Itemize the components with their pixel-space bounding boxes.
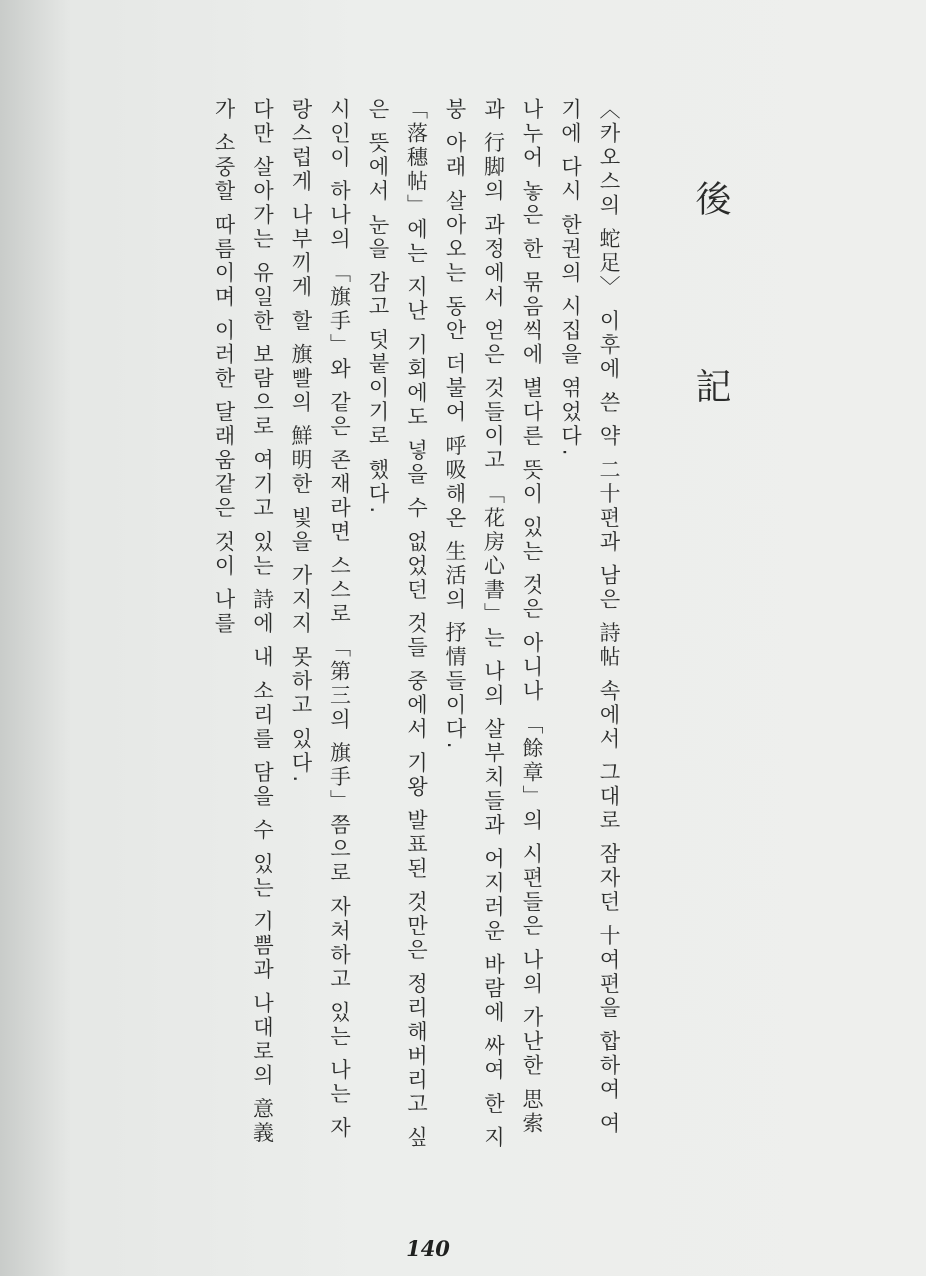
- paragraph-4: 시인이 하나의 「旗手」와 같은 존재라면 스스로 「第三의 旗手」쯤으로 자처하고 있는 나는 자랑스럽게 나부끼게 할 旗빨의 鮮明한 빛을 가지지 못하고 있다.: [289, 98, 352, 1141]
- binding-shadow: [0, 0, 70, 1276]
- page-number: 140: [406, 1236, 450, 1261]
- paragraph-2: 나누어 놓은 한 묶음씩에 별다른 뜻이 있는 것은 아니나 「餘章」의 시편들은 나의 가난한 思索과 行脚의 과정에서 얻은 것들이고 「花房心書」는 나의 살부치들과 어지러운 바람에 싸여 한 지붕 아래 살아오는 동안 더불어 呼吸해온 生活의 抒情들이다.: [443, 98, 544, 1151]
- paragraph-3: 「落穗帖」에는 지난 기회에도 넣을 수 없었던 것들 중에서 기왕 발표된 것만은 정리해버리고 싶은 뜻에서 눈을 감고 덧붙이기로 했다.: [366, 98, 429, 1151]
- paragraph-1: 〈카오스의 蛇足〉 이후에 쓴 약 二十편과 남은 詩帖 속에서 그대로 잠자던 十여편을 합하여 여기에 다시 한권의 시집을 엮었다.: [558, 98, 621, 1136]
- paragraph-5: 다만 살아가는 유일한 보람으로 여기고 있는 詩에 내 소리를 담을 수 있는 기쁨과 나대로의 意義가 소중할 따름이며 이러한 달래움같은 것이 나를: [212, 98, 275, 1146]
- page-title: 後 記: [690, 180, 731, 474]
- afterword-body: [205, 98, 629, 1158]
